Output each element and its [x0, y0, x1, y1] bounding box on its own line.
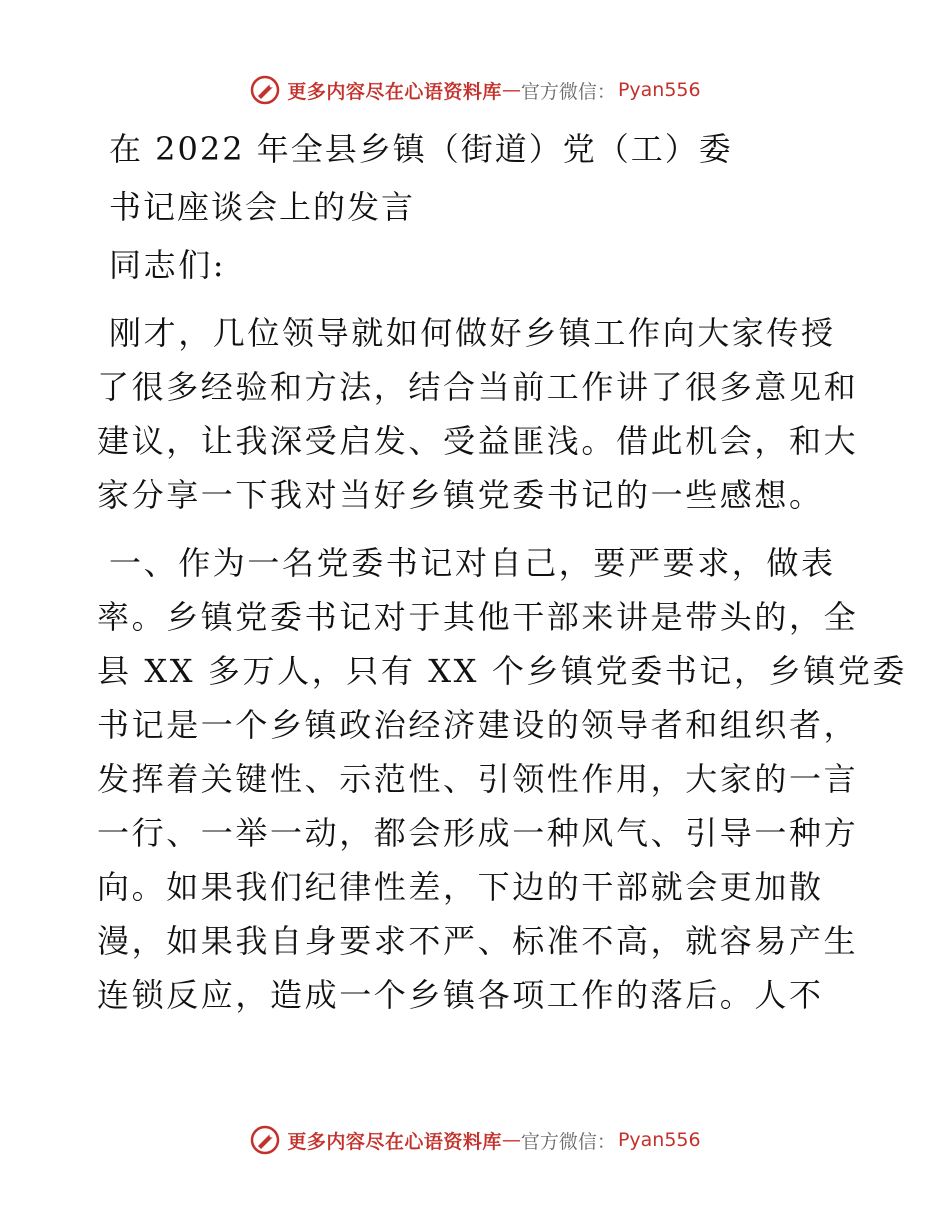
footer-watermark [0, 1120, 950, 1160]
paragraph-2-line: 向。如果我们纪律性差，下边的干部就会更加散 [97, 868, 824, 906]
salutation: 同志们: [109, 246, 227, 284]
watermark-wechat-id: Pyan556 [617, 1129, 701, 1151]
seal-logo-icon [249, 1124, 281, 1156]
paragraph-2-line: 发挥着关键性、示范性、引领性作用，大家的一言 [97, 760, 859, 798]
document-body [97, 122, 908, 1022]
watermark-main-text: 更多内容尽在心语资料库 [287, 80, 502, 103]
title-line-1: 在 2022 年全县乡镇（街道）党（工）委 [109, 130, 733, 168]
paragraph-2-line: 书记是一个乡镇政治经济建设的领导者和组织者， [97, 706, 859, 744]
watermark-separator: — [501, 79, 521, 101]
paragraph-2-line: 率。乡镇党委书记对于其他干部来讲是带头的，全 [97, 598, 859, 636]
paragraph-2-line: 连锁反应，造成一个乡镇各项工作的落后。人不 [97, 976, 824, 1014]
paragraph-1-line: 了很多经验和方法，结合当前工作讲了很多意见和 [97, 368, 859, 406]
title-line-2: 书记座谈会上的发言 [109, 188, 416, 226]
watermark-wechat-id: Pyan556 [617, 79, 701, 101]
watermark-label: 官方微信： [520, 1130, 616, 1153]
watermark-main-text: 更多内容尽在心语资料库 [287, 1130, 502, 1153]
paragraph-2-line: 漫，如果我自身要求不严、标准不高，就容易产生 [97, 922, 859, 960]
paragraph-1 [97, 306, 857, 522]
paragraph-2-line: 一行、一举一动，都会形成一种风气、引导一种方 [97, 814, 859, 852]
paragraph-2-line: 县 XX 多万人，只有 XX 个乡镇党委书记，乡镇党委 [97, 652, 908, 690]
paragraph-1-line: 家分享一下我对当好乡镇党委书记的一些感想。 [97, 476, 824, 514]
watermark-separator: — [501, 1129, 521, 1151]
paragraph-1-line: 建议，让我深受启发、受益匪浅。借此机会，和大 [97, 422, 859, 460]
watermark-label: 官方微信： [520, 80, 616, 103]
seal-logo-icon [249, 74, 281, 106]
paragraph-2 [97, 536, 908, 1022]
paragraph-1-line: 刚才，几位领导就如何做好乡镇工作向大家传授 [109, 314, 836, 352]
paragraph-2-line: 一、作为一名党委书记对自己，要严要求，做表 [109, 544, 836, 582]
header-watermark [0, 70, 950, 110]
